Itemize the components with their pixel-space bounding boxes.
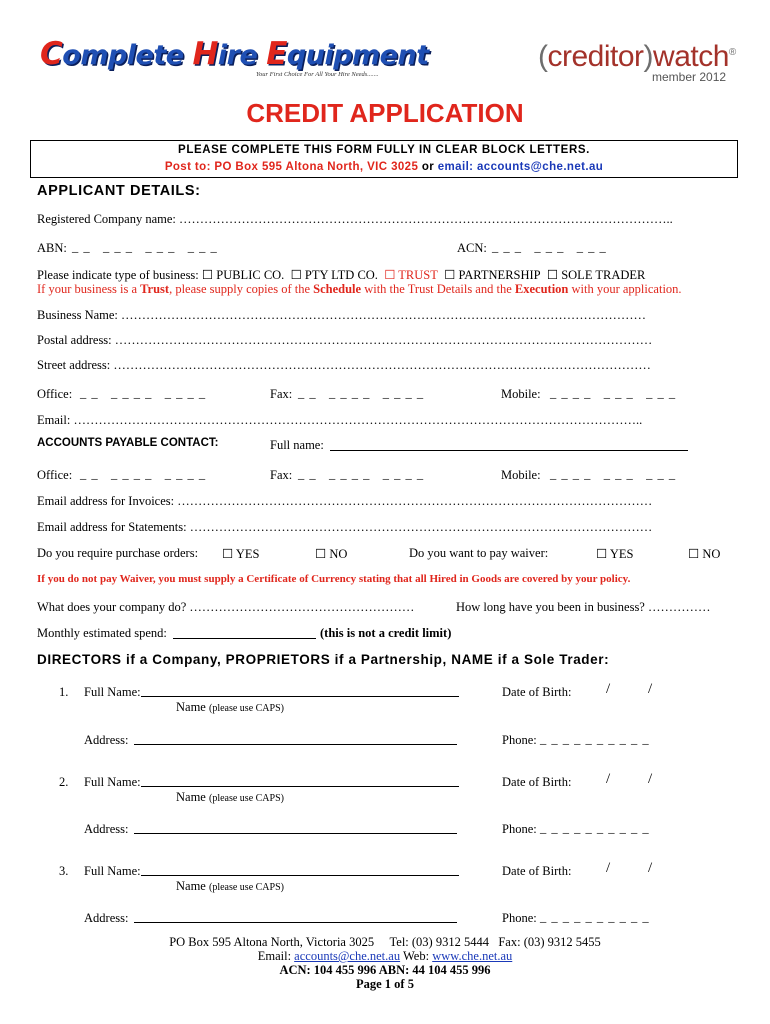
dob-slash: / bbox=[606, 681, 611, 697]
public-co-checkbox[interactable]: ☐ PUBLIC CO. bbox=[201, 268, 285, 282]
ap-full-name-input[interactable] bbox=[330, 439, 688, 451]
director-address-label: Address: bbox=[84, 822, 129, 836]
monthly-spend-input[interactable] bbox=[173, 627, 316, 639]
ap-office-phone-field[interactable]: _ _ _ _ _ _ _ _ _ _ bbox=[80, 467, 207, 481]
postal-address-field[interactable]: Postal address: ………………………………………………………………………………………………………………… bbox=[37, 333, 653, 347]
post-instructions: Post to: PO Box 595 Altona North, VIC 3025 or email: accounts@che.net.au bbox=[164, 161, 604, 173]
dob-label: Date of Birth: bbox=[502, 685, 572, 699]
invoice-email-field[interactable]: Email address for Invoices: …………………………………………………………………………………………………… bbox=[37, 494, 653, 508]
name-hint: Name (please use CAPS) bbox=[176, 790, 284, 804]
waiver-yes-checkbox[interactable]: ☐ YES bbox=[596, 547, 634, 561]
business-type-row bbox=[37, 267, 645, 283]
pty-ltd-checkbox[interactable]: ☐ PTY LTD CO. bbox=[290, 268, 378, 282]
mobile-field[interactable]: _ _ _ _ _ _ _ _ _ _ bbox=[550, 386, 677, 400]
footer-email-link[interactable]: accounts@che.net.au bbox=[294, 949, 401, 963]
creditorwatch-member: member 2012 bbox=[652, 70, 727, 84]
waiver-warning: If you do not pay Waiver, you must supply a Certificate of Currency stating that all Hired in Goods are covered by your policy. bbox=[37, 573, 631, 585]
waiver-question: Do you want to pay waiver: bbox=[409, 546, 549, 560]
waiver-no-checkbox[interactable]: ☐ NO bbox=[688, 547, 721, 561]
abn-field[interactable]: _ _ _ _ _ _ _ _ _ _ _ bbox=[72, 240, 218, 254]
director-address-label: Address: bbox=[84, 911, 129, 925]
director-phone-label: Phone: bbox=[502, 911, 537, 925]
purchase-orders-no-checkbox[interactable]: ☐ NO bbox=[315, 547, 348, 561]
abn-label: ABN: bbox=[37, 241, 67, 255]
director-full-name-label: Full Name: bbox=[84, 685, 141, 699]
director-phone-label: Phone: bbox=[502, 733, 537, 747]
director-full-name-label: Full Name: bbox=[84, 775, 141, 789]
instructions-line: PLEASE COMPLETE THIS FORM FULLY IN CLEAR BLOCK LETTERS. bbox=[178, 144, 590, 156]
mobile-label: Mobile: bbox=[501, 387, 541, 401]
dob-slash: / bbox=[606, 771, 611, 787]
director-full-name-input[interactable] bbox=[141, 864, 459, 876]
accounts-payable-heading: ACCOUNTS PAYABLE CONTACT: bbox=[37, 437, 219, 449]
fax-field[interactable]: _ _ _ _ _ _ _ _ _ _ bbox=[298, 386, 425, 400]
applicant-details-heading: APPLICANT DETAILS: bbox=[37, 183, 201, 199]
directors-heading: DIRECTORS if a Company, PROPRIETORS if a Partnership, NAME if a Sole Trader: bbox=[37, 652, 610, 667]
purchase-orders-yes-checkbox[interactable]: ☐ YES bbox=[222, 547, 260, 561]
office-label: Office: bbox=[37, 387, 73, 401]
dob-slash: / bbox=[648, 681, 653, 697]
ap-office-label: Office: bbox=[37, 468, 73, 482]
page-title: CREDIT APPLICATION bbox=[246, 98, 524, 128]
sole-trader-checkbox[interactable]: ☐ SOLE TRADER bbox=[546, 268, 646, 282]
email-field[interactable]: Email: ……………………………………………………………………………………………………………………….. bbox=[37, 413, 643, 427]
name-hint: Name (please use CAPS) bbox=[176, 879, 284, 893]
years-in-business-field[interactable]: How long have you been in business? …………… bbox=[456, 600, 711, 614]
ap-fax-label: Fax: bbox=[270, 468, 293, 482]
partnership-checkbox[interactable]: ☐ PARTNERSHIP bbox=[444, 268, 541, 282]
name-hint: Name (please use CAPS) bbox=[176, 700, 284, 714]
dob-slash: / bbox=[648, 860, 653, 876]
ap-full-name-label: Full name: bbox=[270, 438, 324, 452]
office-phone-field[interactable]: _ _ _ _ _ _ _ _ _ _ bbox=[80, 386, 207, 400]
director-address-input[interactable] bbox=[134, 822, 457, 834]
director-full-name-input[interactable] bbox=[141, 775, 459, 787]
footer-acn-abn: ACN: 104 455 996 ABN: 44 104 455 996 bbox=[279, 963, 491, 977]
ap-fax-field[interactable]: _ _ _ _ _ _ _ _ _ _ bbox=[298, 467, 425, 481]
credit-limit-note: (this is not a credit limit) bbox=[320, 626, 452, 640]
director-full-name-input[interactable] bbox=[141, 685, 459, 697]
statement-email-field[interactable]: Email address for Statements: ………………………………………………………………………………………………… bbox=[37, 520, 653, 534]
page-number: Page 1 of 5 bbox=[356, 977, 414, 991]
acn-field[interactable]: _ _ _ _ _ _ _ _ _ bbox=[492, 240, 607, 254]
director-phone-field[interactable]: _ _ _ _ _ _ _ _ _ _ bbox=[540, 732, 650, 746]
complete-hire-equipment-logo: Complete Hire Equipment bbox=[40, 36, 429, 72]
director-phone-field[interactable]: _ _ _ _ _ _ _ _ _ _ bbox=[540, 821, 650, 835]
footer-web-link[interactable]: www.che.net.au bbox=[432, 949, 513, 963]
acn-label: ACN: bbox=[457, 241, 487, 255]
footer-online: Email: accounts@che.net.au Web: www.che.net.au bbox=[257, 949, 513, 963]
director-number: 3. bbox=[59, 864, 69, 878]
dob-slash: / bbox=[606, 860, 611, 876]
director-phone-field[interactable]: _ _ _ _ _ _ _ _ _ _ bbox=[540, 910, 650, 924]
street-address-field[interactable]: Street address: ………………………………………………………………………………………………………………… bbox=[37, 358, 651, 372]
business-type-label: Please indicate type of business: bbox=[37, 268, 202, 282]
director-number: 2. bbox=[59, 775, 69, 789]
director-address-input[interactable] bbox=[134, 733, 457, 745]
dob-slash: / bbox=[648, 771, 653, 787]
ap-mobile-field[interactable]: _ _ _ _ _ _ _ _ _ _ bbox=[550, 467, 677, 481]
fax-label: Fax: bbox=[270, 387, 293, 401]
registered-company-field[interactable]: Registered Company name: ……………………………………………………………………………………………………….. bbox=[37, 212, 673, 226]
ap-mobile-label: Mobile: bbox=[501, 468, 541, 482]
director-number: 1. bbox=[59, 685, 69, 699]
trust-checkbox[interactable]: ☐ TRUST bbox=[384, 268, 438, 282]
director-address-label: Address: bbox=[84, 733, 129, 747]
director-phone-label: Phone: bbox=[502, 822, 537, 836]
director-full-name-label: Full Name: bbox=[84, 864, 141, 878]
director-address-input[interactable] bbox=[134, 911, 457, 923]
monthly-spend-label: Monthly estimated spend: bbox=[37, 626, 167, 640]
creditorwatch-logo: (creditor)watch® bbox=[538, 40, 736, 73]
dob-label: Date of Birth: bbox=[502, 775, 572, 789]
dob-label: Date of Birth: bbox=[502, 864, 572, 878]
business-name-field[interactable]: Business Name: ……………………………………………………………………………………………………………… bbox=[37, 308, 647, 322]
footer-contact: PO Box 595 Altona North, Victoria 3025 Tel: (03) 9312 5444 Fax: (03) 9312 5455 bbox=[169, 935, 601, 949]
company-activity-field[interactable]: What does your company do? ……………………………………………… bbox=[37, 600, 415, 614]
trust-instructions: If your business is a Trust, please supply copies of the Schedule with the Trust Details and the Execution with your application. bbox=[37, 282, 682, 296]
logo-tagline: Your First Choice For All Your Hire Needs....... bbox=[256, 71, 379, 78]
purchase-orders-question: Do you require purchase orders: bbox=[37, 546, 199, 560]
